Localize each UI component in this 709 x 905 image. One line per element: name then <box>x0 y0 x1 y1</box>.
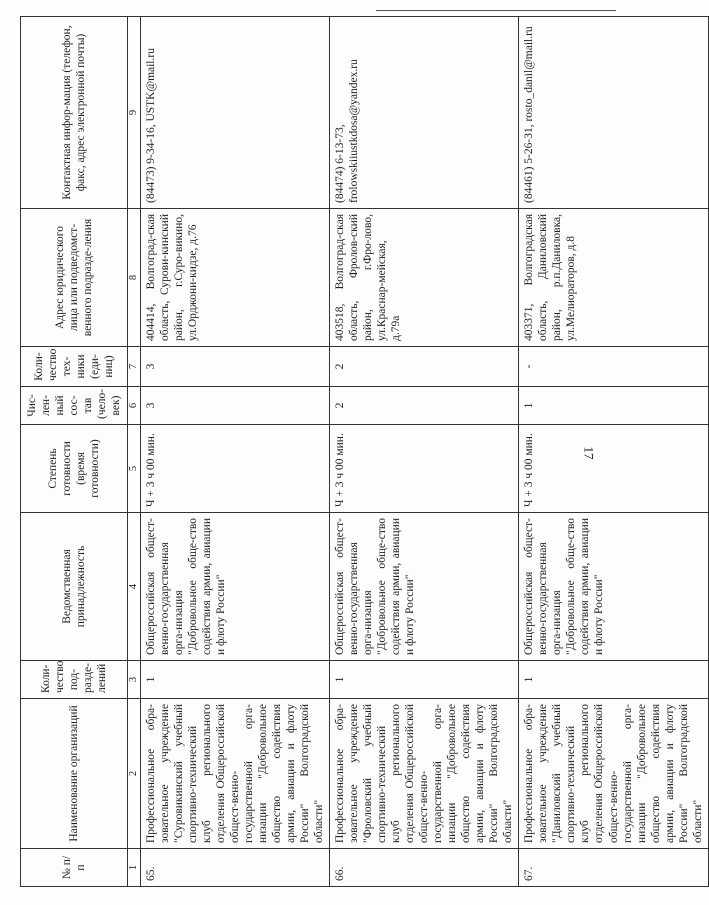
col-header-technics: Коли-чество тех-ники (еди-ниц) <box>21 347 128 387</box>
row-number: 66. <box>330 849 519 887</box>
col-header-staff: Чис-лен-ный сос-тав (чело-век) <box>21 387 128 425</box>
readiness: Ч + 3 ч 00 мин. <box>330 425 519 513</box>
col-header-address: Адрес юридического лица или подведомст-венного подразде-ления <box>21 209 128 347</box>
col-header-name: Наименование организаций <box>21 699 128 849</box>
column-number-row <box>128 17 141 887</box>
contact-info: (84473) 9-34-16, USTK@mail.ru <box>141 17 330 209</box>
staff-count: 2 <box>330 387 519 425</box>
col-header-readiness: Степень готовности (время готовности) <box>21 425 128 513</box>
staff-count: 3 <box>141 387 330 425</box>
col-number: 8 <box>128 209 141 347</box>
col-header-units: Коли-чество под-разде-лений <box>21 661 128 699</box>
col-number: 7 <box>128 347 141 387</box>
col-header-number: № п/п <box>21 849 128 887</box>
units-count: 1 <box>519 661 708 699</box>
table-row <box>519 17 708 887</box>
col-number: 2 <box>128 699 141 849</box>
row-number: 65. <box>141 849 330 887</box>
department: Общероссийская общест-венно-государственная орга-низация "Добровольное обще-ство содействия армии, авиации и флоту России" <box>519 513 708 661</box>
address: 403518, Волгоград-ская область, Фролов-ский район, г.Фро-лово, ул.Краснар-мейская, д.79а <box>330 209 519 347</box>
header-row <box>21 17 128 887</box>
col-number: 6 <box>128 387 141 425</box>
organizations-table <box>20 16 709 887</box>
contact-info: (84461) 5-26-31, rosto_danil@mail.ru <box>519 17 708 209</box>
units-count: 1 <box>330 661 519 699</box>
col-number: 5 <box>128 425 141 513</box>
table-row <box>330 17 519 887</box>
contact-info: (84474) 6-13-73, frolowskiiustkdosa@yandex.ru <box>330 17 519 209</box>
col-number: 9 <box>128 17 141 209</box>
col-header-contact: Контактная инфор-мация (телефон, факс, адрес электронной почты) <box>21 17 128 209</box>
department: Общероссийская общест-венно-государственная орга-низация "Добровольное обще-ство содействия армии, авиации и флоту России" <box>141 513 330 661</box>
page-number: 17 <box>581 446 597 460</box>
top-rule <box>376 10 616 11</box>
col-number: 3 <box>128 661 141 699</box>
address: 403371, Волгоградская область, Даниловский район, р.п.Даниловка, ул.Мелиораторов, д.8 <box>519 209 708 347</box>
row-number: 67. <box>519 849 708 887</box>
col-number: 1 <box>128 849 141 887</box>
staff-count: 1 <box>519 387 708 425</box>
technics-count: 2 <box>330 347 519 387</box>
technics-count: 3 <box>141 347 330 387</box>
units-count: 1 <box>141 661 330 699</box>
readiness: Ч + 3 ч 00 мин. <box>519 425 708 513</box>
organization-name: Профессиональное обра-зовательное учреждение "Фроловский учебный спортивно-технический клуб регионального отделения Общероссийской общест-венно-государственной орга-низации "Добровольное общество содействия армии, авиации и флоту России" Волгоградской области" <box>330 699 519 849</box>
organization-name: Профессиональное обра-зовательное учреждение "Суровикинский учебный спортивно-технический клуб регионального отделения Общероссийской общест-венно-государственной орга-низации "Добровольное общество содействия армии, авиации и флоту России" Волгоградской области" <box>141 699 330 849</box>
department: Общероссийская общест-венно-государственная орга-низация "Добровольное обще-ство содействия армии, авиации и флоту России" <box>330 513 519 661</box>
address: 404414, Волгоград-ская область, Сурови-кинский район, г.Суро-викино, ул.Орджони-кидзе, д.76 <box>141 209 330 347</box>
readiness: Ч + 3 ч 00 мин. <box>141 425 330 513</box>
organization-name: Профессиональное обра-зовательное учреждение "Даниловский учебный спортивно-технический клуб регионального отделения Общероссийской общест-венно-государственной орга-низации "Добровольное общество содействия армии, авиации и флоту России" Волгоградской области" <box>519 699 708 849</box>
technics-count: - <box>519 347 708 387</box>
col-header-department: Ведомственная принадлежность <box>21 513 128 661</box>
table-row <box>141 17 330 887</box>
col-number: 4 <box>128 513 141 661</box>
